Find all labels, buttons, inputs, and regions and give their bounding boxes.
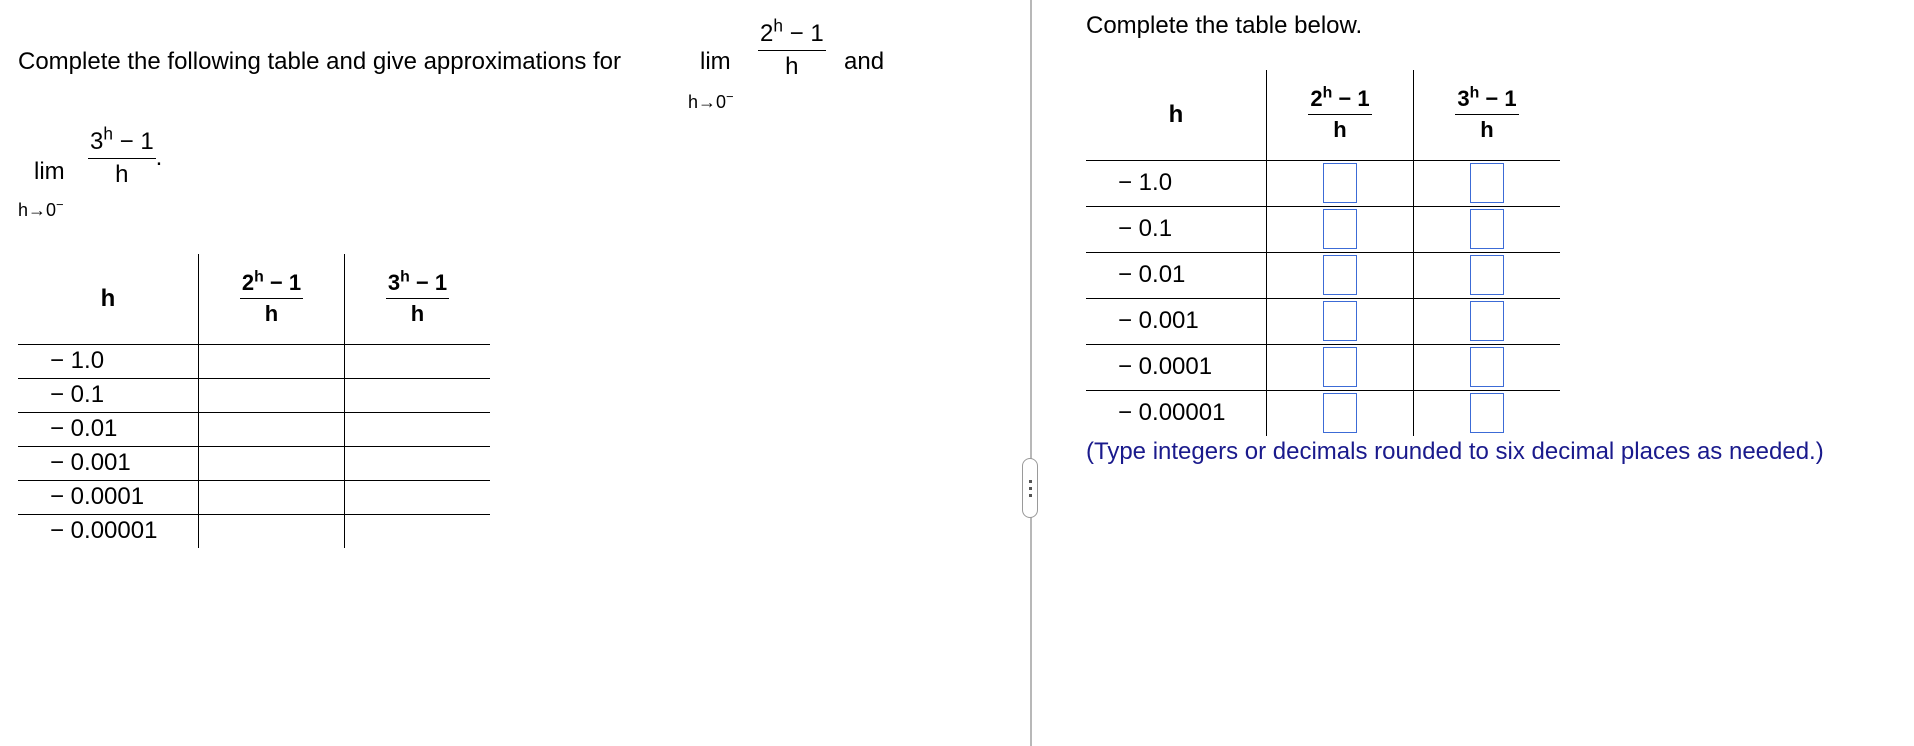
cell-3h <box>1414 252 1561 298</box>
table-row <box>18 514 490 548</box>
cell-2h <box>199 446 345 480</box>
answer-input-2h-row2[interactable] <box>1323 209 1357 249</box>
pane-divider[interactable] <box>1030 0 1032 746</box>
limit-1-word: lim <box>700 48 731 75</box>
col-3h-header: $\frac{3^h - 1}{h}$ <box>1414 70 1561 160</box>
col-h-header: h <box>1086 70 1267 160</box>
answer-input-3h-row3[interactable] <box>1470 255 1504 295</box>
cell-2h <box>199 514 345 548</box>
cell-3h <box>345 378 491 412</box>
answer-table <box>1086 70 1560 436</box>
fraction-2h-minus-1: $\frac{2^h - 1}{h}$ <box>760 15 824 80</box>
h-value: − 0.00001 <box>1118 399 1226 427</box>
h-value: − 1.0 <box>18 344 199 378</box>
answer-input-3h-row6[interactable] <box>1470 393 1504 433</box>
cell-3h <box>345 344 491 378</box>
cell-2h <box>1267 160 1414 206</box>
cell-2h <box>1267 252 1414 298</box>
and-text: and <box>844 48 885 75</box>
cell-3h <box>1414 160 1561 206</box>
table-row <box>18 378 490 412</box>
answer-input-2h-row3[interactable] <box>1323 255 1357 295</box>
col-h-header: h <box>18 254 199 344</box>
question-table <box>18 254 490 548</box>
limit-2-subscript: h→0− <box>18 196 64 220</box>
col-2h-header: $\frac{2^h - 1}{h}$ <box>199 254 345 344</box>
answer-input-3h-row4[interactable] <box>1470 301 1504 341</box>
cell-3h <box>345 446 491 480</box>
cell-3h <box>1414 206 1561 252</box>
cell-2h <box>1267 344 1414 390</box>
h-value: − 0.01 <box>18 412 199 446</box>
cell-2h <box>199 344 345 378</box>
cell-2h <box>199 412 345 446</box>
answer-input-2h-row5[interactable] <box>1323 347 1357 387</box>
answer-input-2h-row1[interactable] <box>1323 163 1357 203</box>
table-row <box>18 446 490 480</box>
table-row <box>1086 206 1560 252</box>
cell-2h <box>1267 390 1414 436</box>
cell-3h <box>1414 344 1561 390</box>
limit-1-subscript: h→0− <box>688 88 734 112</box>
cell-3h <box>1414 298 1561 344</box>
table-row <box>1086 344 1560 390</box>
col-2h-header: $\frac{2^h - 1}{h}$ <box>1267 70 1414 160</box>
h-value: − 0.0001 <box>18 480 199 514</box>
ellipsis-vertical-icon[interactable] <box>1022 458 1038 518</box>
h-value: − 0.1 <box>18 378 199 412</box>
table-row <box>18 412 490 446</box>
cell-3h <box>345 412 491 446</box>
cell-2h <box>199 480 345 514</box>
table-row <box>1086 252 1560 298</box>
table-row <box>1086 390 1560 436</box>
answer-input-2h-row4[interactable] <box>1323 301 1357 341</box>
cell-2h <box>1267 206 1414 252</box>
h-value: − 0.001 <box>18 446 199 480</box>
table-row <box>18 344 490 378</box>
answer-input-3h-row1[interactable] <box>1470 163 1504 203</box>
cell-3h <box>345 514 491 548</box>
table-row <box>18 480 490 514</box>
h-value: − 1.0 <box>1086 160 1267 206</box>
h-value: − 0.0001 <box>1086 344 1267 390</box>
cell-2h <box>199 378 345 412</box>
table-row <box>1086 160 1560 206</box>
fraction-3h-minus-1: $\frac{3^h - 1}{h}$ . <box>90 123 163 188</box>
answer-input-2h-row6[interactable] <box>1323 393 1357 433</box>
cell-3h <box>345 480 491 514</box>
cell-3h <box>1414 390 1561 436</box>
answer-prompt: Complete the table below. <box>1086 12 1363 39</box>
h-value: − 0.001 <box>1086 298 1267 344</box>
h-value: − 0.00001 <box>50 517 158 545</box>
limit-2-word: lim <box>34 158 65 185</box>
answer-input-3h-row2[interactable] <box>1470 209 1504 249</box>
question-sentence: Complete the following table and give approximations for <box>18 48 622 75</box>
col-3h-header: $\frac{3^h - 1}{h}$ <box>345 254 491 344</box>
answer-input-3h-row5[interactable] <box>1470 347 1504 387</box>
cell-2h <box>1267 298 1414 344</box>
h-value: − 0.1 <box>1086 206 1267 252</box>
table-row <box>1086 298 1560 344</box>
question-text <box>18 48 621 76</box>
h-value: − 0.01 <box>1086 252 1267 298</box>
answer-format-hint: (Type integers or decimals rounded to six decimal places as needed.) <box>1086 438 1824 465</box>
